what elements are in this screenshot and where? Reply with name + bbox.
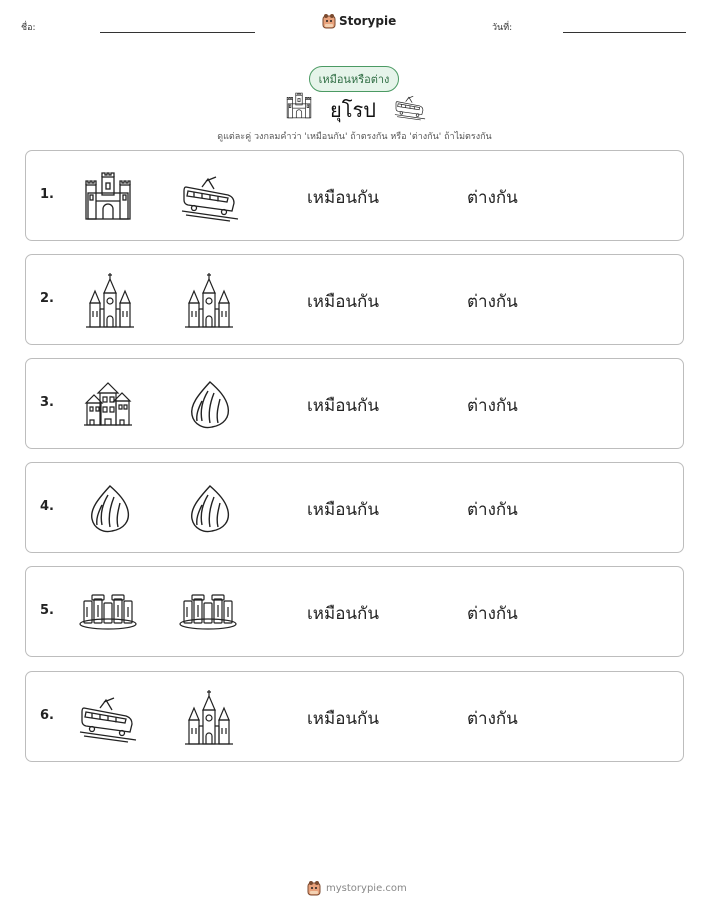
question-row-2 [25,254,684,345]
tram-icon [180,171,240,223]
name-label: ชื่อ: [21,23,36,33]
question-row-1 [25,150,684,241]
tram-icon [393,93,427,121]
different-option[interactable]: ต่างกัน [467,188,518,208]
date-line[interactable] [563,32,686,33]
question-row-6 [25,671,684,762]
instruction-text: ดูแต่ละคู่ วงกลมคำว่า 'เหมือนกัน' ถ้าตรงกัน หรือ 'ต่างกัน' ถ้าไม่ตรงกัน [217,132,492,142]
brand-logo [322,13,396,29]
same-option[interactable]: เหมือนกัน [307,500,379,520]
stonehenge-icon [78,591,138,631]
footer [307,880,407,896]
different-option[interactable]: ต่างกัน [467,292,518,312]
castle-icon [82,171,134,223]
village-icon [82,379,134,431]
question-row-3 [25,358,684,449]
almond-icon [184,379,236,431]
different-option[interactable]: ต่างกัน [467,709,518,729]
category-badge: เหมือนหรือต่าง [309,66,399,92]
question-row-5 [25,566,684,657]
question-number: 1. [40,187,54,202]
almond-icon [184,483,236,535]
question-number: 6. [40,708,54,723]
date-label: วันที่: [492,23,513,33]
question-number: 3. [40,395,54,410]
footer-site-link[interactable]: mystorypie.com [326,882,407,894]
same-option[interactable]: เหมือนกัน [307,604,379,624]
castle-icon [285,92,313,120]
different-option[interactable]: ต่างกัน [467,604,518,624]
question-number: 2. [40,291,54,306]
same-option[interactable]: เหมือนกัน [307,188,379,208]
almond-icon [84,483,136,535]
cathedral-icon [84,271,136,331]
page-title: ยุโรป [330,98,376,122]
question-number: 4. [40,499,54,514]
brand-name: Storypie [339,14,397,28]
storypie-logo-icon [322,13,336,29]
tram-icon [78,692,138,744]
different-option[interactable]: ต่างกัน [467,396,518,416]
different-option[interactable]: ต่างกัน [467,500,518,520]
cathedral-icon [183,271,235,331]
same-option[interactable]: เหมือนกัน [307,709,379,729]
same-option[interactable]: เหมือนกัน [307,292,379,312]
storypie-logo-icon [307,880,321,896]
question-row-4 [25,462,684,553]
name-line[interactable] [100,32,255,33]
question-number: 5. [40,603,54,618]
cathedral-icon [183,688,235,748]
stonehenge-icon [178,591,238,631]
same-option[interactable]: เหมือนกัน [307,396,379,416]
